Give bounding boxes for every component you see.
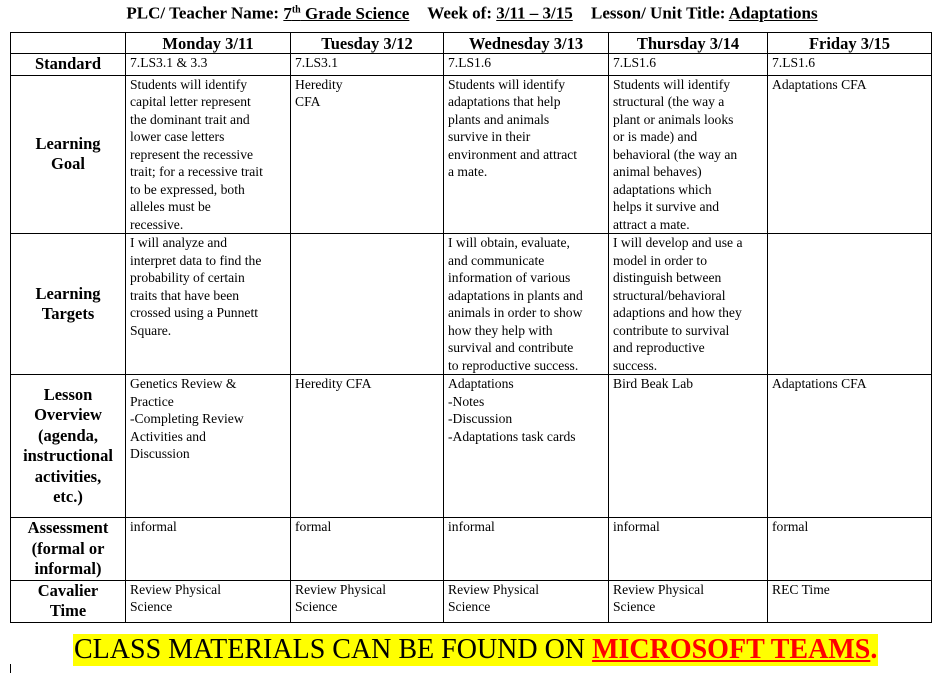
table-cell: REC Time <box>768 580 932 622</box>
table-cell: informal <box>609 518 768 581</box>
day-header: Thursday 3/14 <box>609 33 768 54</box>
table-cell: Heredity CFA <box>291 375 444 518</box>
table-cell: Adaptations CFA <box>768 75 932 234</box>
table-row <box>11 375 932 518</box>
table-cell: I will develop and use a model in order to distinguish between structural/behavioral adaptions and how they contribute to survival and reproductive success. <box>609 234 768 375</box>
table-cell: 7.LS1.6 <box>768 54 932 76</box>
table-row <box>11 580 932 622</box>
corner-cell <box>11 33 126 54</box>
table-cell <box>768 234 932 375</box>
table-cell: formal <box>291 518 444 581</box>
table-cell: Bird Beak Lab <box>609 375 768 518</box>
table-cell: Heredity CFA <box>291 75 444 234</box>
table-cell: Students will identify adaptations that help plants and animals survive in their environment and attract a mate. <box>444 75 609 234</box>
table-cell: 7.LS1.6 <box>609 54 768 76</box>
lesson-plan-table <box>10 32 932 623</box>
lesson-label: Lesson/ Unit Title: <box>591 3 726 23</box>
text-cursor <box>10 664 11 673</box>
table-cell: 7.LS1.6 <box>444 54 609 76</box>
day-header: Friday 3/15 <box>768 33 932 54</box>
table-cell: Review Physical Science <box>126 580 291 622</box>
row-label: Learning Goal <box>11 75 126 234</box>
row-label: Assessment (formal or informal) <box>11 518 126 581</box>
table-cell: informal <box>444 518 609 581</box>
table-row <box>11 54 932 76</box>
table-cell: formal <box>768 518 932 581</box>
day-header: Monday 3/11 <box>126 33 291 54</box>
week-label: Week of: <box>427 3 492 23</box>
table-row <box>11 234 932 375</box>
table-cell: Adaptations -Notes -Discussion -Adaptations task cards <box>444 375 609 518</box>
table-cell: Review Physical Science <box>291 580 444 622</box>
row-label: Lesson Overview (agenda, instructional activities, etc.) <box>11 375 126 518</box>
teacher-label: PLC/ Teacher Name: <box>126 3 280 23</box>
day-header: Wednesday 3/13 <box>444 33 609 54</box>
table-cell: Students will identify capital letter represent the dominant trait and lower case letters represent the recessive trait; for a recessive trait to be expressed, both alleles must be recessive. <box>126 75 291 234</box>
row-label: Standard <box>11 54 126 76</box>
table-cell <box>291 234 444 375</box>
table-cell: I will analyze and interpret data to find the probability of certain traits that have been crossed using a Punnett Square. <box>126 234 291 375</box>
table-cell: Students will identify structural (the way a plant or animals looks or is made) and behavioral (the way an animal behaves) adaptations which helps it survive and attract a mate. <box>609 75 768 234</box>
table-cell: Review Physical Science <box>444 580 609 622</box>
banner-text: CLASS MATERIALS CAN BE FOUND ON <box>74 634 593 665</box>
table-cell: I will obtain, evaluate, and communicate information of various adaptations in plants and animals in order to show how they help with survival and contribute to reproductive success. <box>444 234 609 375</box>
row-label: Learning Targets <box>11 234 126 375</box>
day-header-row <box>11 33 932 54</box>
table-cell: 7.LS3.1 <box>291 54 444 76</box>
microsoft-teams-link[interactable]: MICROSOFT TEAMS <box>592 634 871 665</box>
row-label: Cavalier Time <box>11 580 126 622</box>
day-header: Tuesday 3/12 <box>291 33 444 54</box>
table-cell: 7.LS3.1 & 3.3 <box>126 54 291 76</box>
table-cell: Genetics Review & Practice -Completing Review Activities and Discussion <box>126 375 291 518</box>
table-row <box>11 518 932 581</box>
table-cell: Review Physical Science <box>609 580 768 622</box>
week-value: 3/11 – 3/15 <box>496 3 573 23</box>
document-title <box>0 0 944 24</box>
table-cell: Adaptations CFA <box>768 375 932 518</box>
lesson-value: Adaptations <box>728 3 818 23</box>
banner-period: . <box>870 634 878 665</box>
teacher-value: 7th Grade Science <box>283 3 410 23</box>
class-materials-banner <box>73 634 878 666</box>
table-row <box>11 75 932 234</box>
table-cell: informal <box>126 518 291 581</box>
